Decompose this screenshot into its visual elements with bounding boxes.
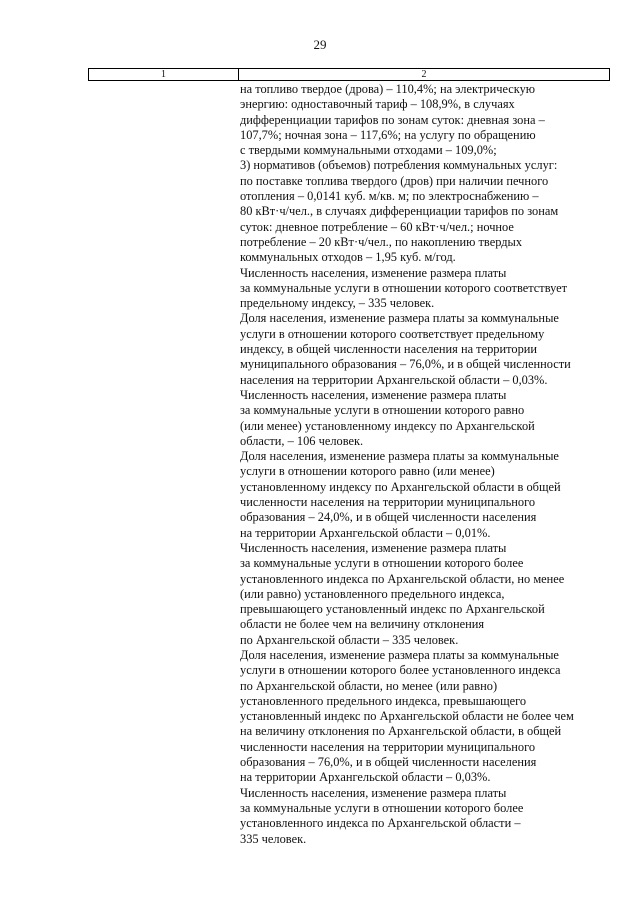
text-line: 80 кВт·ч/чел., в случаях дифференциации тарифов по зонам bbox=[240, 204, 559, 219]
text-line: энергию: одноставочный тариф – 108,9%, в случаях bbox=[240, 97, 515, 112]
text-line: 335 человек. bbox=[240, 831, 307, 846]
text-line: Доля населения, изменение размера платы за коммунальные bbox=[240, 311, 559, 326]
text-line: (или менее) установленному индексу по Архангельской bbox=[240, 418, 535, 433]
page-number: 29 bbox=[313, 37, 327, 52]
text-line: Численность населения, изменение размера платы bbox=[240, 540, 507, 555]
text-line: услуги в отношении которого более установленного индекса bbox=[240, 663, 561, 678]
text-line: численности населения на территории муниципального bbox=[240, 739, 536, 754]
text-line: по Архангельской области – 335 человек. bbox=[240, 632, 459, 647]
text-line: (или равно) установленного предельного индекса, bbox=[240, 586, 505, 601]
table-header-cell-1: 1 bbox=[89, 69, 239, 80]
text-line: на топливо твердое (дрова) – 110,4%; на электрическую bbox=[240, 82, 536, 96]
text-line: на территории Архангельской области – 0,01%. bbox=[240, 525, 491, 540]
text-line: за коммунальные услуги в отношении которого соответствует bbox=[240, 280, 568, 295]
text-line: отопления – 0,0141 куб. м/кв. м; по электроснабжению – bbox=[240, 189, 539, 204]
text-line: Численность населения, изменение размера платы bbox=[240, 265, 507, 280]
text-line: по поставке топлива твердого (дров) при наличии печного bbox=[240, 173, 549, 188]
table-header-row bbox=[88, 68, 610, 81]
text-line: суток: дневное потребление – 60 кВт·ч/чел.; ночное bbox=[240, 219, 514, 234]
text-line: области, – 106 человек. bbox=[240, 433, 364, 448]
text-line: образования – 76,0%, и в общей численности населения bbox=[240, 755, 537, 770]
table-header-cell-2: 2 bbox=[421, 69, 427, 80]
text-line: установленному индексу по Архангельской области в общей bbox=[240, 479, 561, 494]
text-line: Доля населения, изменение размера платы за коммунальные bbox=[240, 449, 559, 464]
text-line: дифференциации тарифов по зонам суток: дневная зона – bbox=[240, 112, 545, 127]
text-line: населения на территории Архангельской области – 0,03%. bbox=[240, 372, 548, 387]
text-line: предельному индексу, – 335 человек. bbox=[240, 296, 435, 311]
text-line: муниципального образования – 76,0%, и в общей численности bbox=[240, 357, 571, 372]
text-line: области не более чем на величину отклонения bbox=[240, 617, 485, 632]
text-line: коммунальных отходов – 1,95 куб. м/год. bbox=[240, 250, 456, 265]
text-line: установленного индекса по Архангельской области – bbox=[240, 816, 521, 831]
text-line: 107,7%; ночная зона – 117,6%; на услугу по обращению bbox=[240, 127, 536, 142]
text-line: за коммунальные услуги в отношении которого равно bbox=[240, 403, 525, 418]
text-line: образования – 24,0%, и в общей численности населения bbox=[240, 510, 537, 525]
text-line: Численность населения, изменение размера платы bbox=[240, 785, 507, 800]
text-line: за коммунальные услуги в отношении которого более bbox=[240, 800, 524, 815]
text-line: установленного индекса по Архангельской области, но менее bbox=[240, 571, 565, 586]
text-line: Доля населения, изменение размера платы за коммунальные bbox=[240, 647, 559, 662]
text-line: превышающего установленный индекс по Архангельской bbox=[240, 602, 545, 617]
text-line: услуги в отношении которого соответствует предельному bbox=[240, 326, 545, 341]
text-line: Численность населения, изменение размера платы bbox=[240, 387, 507, 402]
text-line: с твердыми коммунальными отходами – 109,0%; bbox=[240, 143, 497, 158]
document-body-text bbox=[240, 82, 612, 847]
text-line: за коммунальные услуги в отношении которого более bbox=[240, 556, 524, 571]
text-line: установленного предельного индекса, превышающего bbox=[240, 693, 527, 708]
text-line: на территории Архангельской области – 0,03%. bbox=[240, 770, 491, 785]
text-line: индексу, в общей численности населения на территории bbox=[240, 342, 538, 357]
text-line: услуги в отношении которого равно (или менее) bbox=[240, 464, 495, 479]
text-line: установленный индекс по Архангельской области не более чем bbox=[240, 709, 574, 724]
text-line: на величину отклонения по Архангельской области, в общей bbox=[240, 724, 562, 739]
text-line: 3) нормативов (объемов) потребления коммунальных услуг: bbox=[240, 158, 558, 173]
text-line: потребление – 20 кВт·ч/чел., по накоплению твердых bbox=[240, 234, 523, 249]
text-line: численности населения на территории муниципального bbox=[240, 495, 536, 510]
text-line: по Архангельской области, но менее (или равно) bbox=[240, 678, 498, 693]
